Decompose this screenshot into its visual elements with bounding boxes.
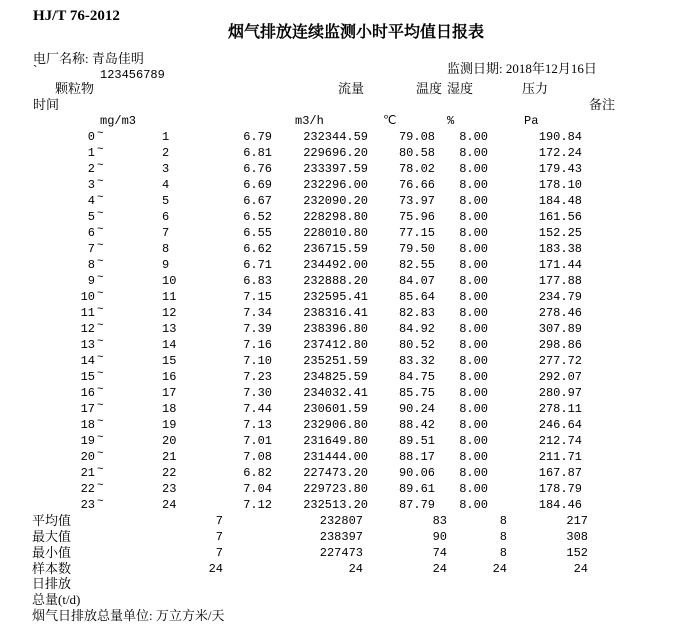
cell-hour-start: 14 (80, 354, 95, 368)
cell-flow: 234825.59 (303, 370, 368, 384)
tilde-mark: ~ (97, 400, 104, 412)
cell-temp: 88.42 (398, 418, 435, 432)
cell-humidity: 8.00 (459, 450, 488, 464)
cell-particulate: 6.82 (243, 466, 272, 480)
cell-temp: 90.24 (398, 402, 435, 416)
cell-temp: 85.75 (398, 386, 435, 400)
cell-hour-start: 7 (87, 242, 95, 256)
cell-particulate: 7 (215, 514, 223, 528)
cell-temp: 83.32 (398, 354, 435, 368)
cell-hour-start: 10 (80, 290, 95, 304)
unit-particulate: mg/m3 (100, 114, 137, 128)
cell-humidity: 8.00 (459, 146, 488, 160)
tilde-mark: ~ (97, 240, 104, 252)
cell-hour-end: 9 (162, 258, 170, 272)
cell-humidity: 8 (499, 546, 507, 560)
summary-row (0, 513, 674, 529)
cell-particulate: 7.16 (243, 338, 272, 352)
tilde-mark: ~ (97, 384, 104, 396)
tilde-mark: ~ (97, 432, 104, 444)
cell-humidity: 8.00 (459, 242, 488, 256)
cell-pressure: 278.46 (538, 306, 582, 320)
cell-particulate: 6.69 (243, 178, 272, 192)
cell-humidity: 8.00 (459, 194, 488, 208)
cell-particulate: 7.44 (243, 402, 272, 416)
cell-pressure: 178.10 (538, 178, 582, 192)
cell-pressure: 24 (573, 562, 588, 576)
cell-flow: 227473 (319, 546, 363, 560)
cell-hour-end: 8 (162, 242, 170, 256)
summary-row (0, 545, 674, 561)
cell-flow: 232906.80 (303, 418, 368, 432)
tilde-mark: ~ (97, 192, 104, 204)
cell-particulate: 7 (215, 546, 223, 560)
cell-flow: 231649.80 (303, 434, 368, 448)
cell-hour-end: 24 (162, 498, 177, 512)
cell-hour-end: 18 (162, 402, 177, 416)
cell-humidity: 8.00 (459, 354, 488, 368)
cell-flow: 238396.80 (303, 322, 368, 336)
cell-humidity: 8.00 (459, 130, 488, 144)
tilde-mark: ~ (97, 288, 104, 300)
cell-humidity: 8 (499, 530, 507, 544)
cell-particulate: 7.34 (243, 306, 272, 320)
cell-particulate: 6.62 (243, 242, 272, 256)
cell-particulate: 7.30 (243, 386, 272, 400)
cell-humidity: 8.00 (459, 338, 488, 352)
tilde-mark: ~ (97, 256, 104, 268)
cell-flow: 234032.41 (303, 386, 368, 400)
stray-mark: ` (33, 62, 38, 77)
cell-hour-start: 1 (87, 146, 95, 160)
cell-temp: 74 (432, 546, 447, 560)
cell-hour-start: 5 (87, 210, 95, 224)
cell-flow: 232807 (319, 514, 363, 528)
cell-pressure: 308 (566, 530, 588, 544)
cell-particulate: 6.52 (243, 210, 272, 224)
cell-pressure: 292.07 (538, 370, 582, 384)
cell-temp: 83 (432, 514, 447, 528)
cell-particulate: 7.01 (243, 434, 272, 448)
cell-flow: 235251.59 (303, 354, 368, 368)
cell-pressure: 167.87 (538, 466, 582, 480)
col-header-particulate: 颗粒物 (55, 81, 95, 96)
cell-humidity: 8.00 (459, 322, 488, 336)
plant-name-label: 电厂名称: (33, 51, 92, 66)
tilde-mark: ~ (97, 352, 104, 364)
cell-particulate: 24 (208, 562, 223, 576)
cell-hour-start: 19 (80, 434, 95, 448)
cell-humidity: 8.00 (459, 178, 488, 192)
cell-humidity: 8.00 (459, 274, 488, 288)
tilde-mark: ~ (97, 448, 104, 460)
cell-pressure: 177.88 (538, 274, 582, 288)
cell-particulate: 7.23 (243, 370, 272, 384)
cell-particulate: 7 (215, 530, 223, 544)
cell-hour-end: 7 (162, 226, 170, 240)
col-header-flow: 流量 (338, 81, 365, 96)
cell-temp: 24 (432, 562, 447, 576)
cell-flow: 238316.41 (303, 306, 368, 320)
unit-temp: ℃ (383, 114, 397, 128)
cell-temp: 87.79 (398, 498, 435, 512)
cell-humidity: 8.00 (459, 466, 488, 480)
cell-humidity: 8.00 (459, 370, 488, 384)
cell-temp: 82.83 (398, 306, 435, 320)
cell-hour-end: 15 (162, 354, 177, 368)
tilde-mark: ~ (97, 464, 104, 476)
cell-hour-start: 2 (87, 162, 95, 176)
cell-humidity: 8.00 (459, 290, 488, 304)
cell-flow: 230601.59 (303, 402, 368, 416)
summary-label: 最小值 (32, 545, 72, 560)
cell-pressure: 171.44 (538, 258, 582, 272)
monitor-date-line (447, 62, 597, 76)
tilde-mark: ~ (97, 320, 104, 332)
cell-temp: 88.17 (398, 450, 435, 464)
cell-flow: 236715.59 (303, 242, 368, 256)
cell-hour-start: 22 (80, 482, 95, 496)
cell-temp: 78.02 (398, 162, 435, 176)
summary-label: 样本数 (32, 561, 72, 576)
cell-pressure: 278.11 (538, 402, 582, 416)
cell-hour-start: 17 (80, 402, 95, 416)
cell-hour-start: 11 (80, 306, 95, 320)
cell-pressure: 246.64 (538, 418, 582, 432)
cell-flow: 232296.00 (303, 178, 368, 192)
cell-hour-start: 3 (87, 178, 95, 192)
summary-row (0, 529, 674, 545)
cell-hour-end: 21 (162, 450, 177, 464)
tilde-mark: ~ (97, 496, 104, 508)
cell-flow: 237412.80 (303, 338, 368, 352)
cell-hour-end: 20 (162, 434, 177, 448)
cell-hour-start: 12 (80, 322, 95, 336)
cell-temp: 84.75 (398, 370, 435, 384)
cell-hour-start: 15 (80, 370, 95, 384)
cell-particulate: 7.04 (243, 482, 272, 496)
cell-temp: 79.50 (398, 242, 435, 256)
cell-temp: 80.52 (398, 338, 435, 352)
cell-pressure: 152 (566, 546, 588, 560)
cell-pressure: 190.84 (538, 130, 582, 144)
cell-temp: 89.61 (398, 482, 435, 496)
cell-hour-end: 23 (162, 482, 177, 496)
cell-hour-end: 12 (162, 306, 177, 320)
tilde-mark: ~ (97, 336, 104, 348)
cell-particulate: 7.08 (243, 450, 272, 464)
cell-hour-end: 11 (162, 290, 177, 304)
cell-hour-end: 5 (162, 194, 170, 208)
cell-hour-start: 20 (80, 450, 95, 464)
cell-pressure: 172.24 (538, 146, 582, 160)
cell-flow: 232090.20 (303, 194, 368, 208)
cell-temp: 85.64 (398, 290, 435, 304)
cell-humidity: 8.00 (459, 258, 488, 272)
cell-flow: 229696.20 (303, 146, 368, 160)
cell-particulate: 7.15 (243, 290, 272, 304)
cell-humidity: 8.00 (459, 162, 488, 176)
cell-hour-end: 16 (162, 370, 177, 384)
monitor-date-value: 2018年12月16日 (505, 61, 597, 76)
cell-temp: 80.58 (398, 146, 435, 160)
tilde-mark: ~ (97, 304, 104, 316)
cell-particulate: 6.71 (243, 258, 272, 272)
cell-humidity: 8.00 (459, 402, 488, 416)
cell-flow: 234492.00 (303, 258, 368, 272)
cell-particulate: 6.81 (243, 146, 272, 160)
tilde-mark: ~ (97, 176, 104, 188)
cell-hour-start: 16 (80, 386, 95, 400)
tilde-mark: ~ (97, 144, 104, 156)
cell-particulate: 6.76 (243, 162, 272, 176)
summary-label: 平均值 (32, 513, 72, 528)
cell-pressure: 184.48 (538, 194, 582, 208)
cell-pressure: 179.43 (538, 162, 582, 176)
cell-particulate: 7.12 (243, 498, 272, 512)
cell-pressure: 217 (566, 514, 588, 528)
tilde-mark: ~ (97, 224, 104, 236)
cell-particulate: 7.39 (243, 322, 272, 336)
summary-row (0, 561, 674, 577)
cell-flow: 228298.80 (303, 210, 368, 224)
cell-humidity: 8.00 (459, 386, 488, 400)
cell-humidity: 8.00 (459, 210, 488, 224)
cell-temp: 76.66 (398, 178, 435, 192)
cell-particulate: 7.10 (243, 354, 272, 368)
summary-label: 最大值 (32, 529, 72, 544)
cell-particulate: 6.67 (243, 194, 272, 208)
cell-flow: 232888.20 (303, 274, 368, 288)
cell-temp: 77.15 (398, 226, 435, 240)
cell-flow: 232344.59 (303, 130, 368, 144)
tilde-mark: ~ (97, 480, 104, 492)
col-header-temp: 温度 (416, 81, 443, 96)
col-header-time: 时间 (33, 97, 60, 112)
cell-flow: 24 (348, 562, 363, 576)
cell-hour-start: 13 (80, 338, 95, 352)
cell-humidity: 24 (492, 562, 507, 576)
cell-hour-end: 19 (162, 418, 177, 432)
cell-temp: 84.07 (398, 274, 435, 288)
cell-humidity: 8.00 (459, 498, 488, 512)
cell-hour-end: 2 (162, 146, 170, 160)
cell-pressure: 234.79 (538, 290, 582, 304)
footer-unit-note: 烟气日排放总量单位: 万立方米/天 (32, 608, 225, 623)
cell-temp: 75.96 (398, 210, 435, 224)
tilde-mark: ~ (97, 160, 104, 172)
col-header-pressure: 压力 (522, 81, 549, 96)
tilde-mark: ~ (97, 272, 104, 284)
cell-hour-start: 6 (87, 226, 95, 240)
cell-temp: 89.51 (398, 434, 435, 448)
cell-pressure: 183.38 (538, 242, 582, 256)
cell-hour-start: 21 (80, 466, 95, 480)
cell-pressure: 277.72 (538, 354, 582, 368)
cell-temp: 82.55 (398, 258, 435, 272)
cell-humidity: 8.00 (459, 306, 488, 320)
col-header-humidity: 湿度 (447, 81, 474, 96)
cell-flow: 227473.20 (303, 466, 368, 480)
cell-pressure: 178.79 (538, 482, 582, 496)
cell-hour-start: 23 (80, 498, 95, 512)
standard-number: HJ/T 76-2012 (33, 8, 120, 24)
cell-flow: 232595.41 (303, 290, 368, 304)
tilde-mark: ~ (97, 368, 104, 380)
tilde-mark: ~ (97, 128, 104, 140)
cell-temp: 73.97 (398, 194, 435, 208)
cell-hour-end: 14 (162, 338, 177, 352)
unit-humidity: % (447, 114, 455, 128)
daily-emission-label-line1: 日排放 (32, 576, 72, 591)
cell-temp: 84.92 (398, 322, 435, 336)
cell-hour-start: 18 (80, 418, 95, 432)
cell-flow: 231444.00 (303, 450, 368, 464)
cell-pressure: 212.74 (538, 434, 582, 448)
plant-name-line (33, 52, 144, 66)
cell-pressure: 152.25 (538, 226, 582, 240)
cell-hour-end: 6 (162, 210, 170, 224)
cell-particulate: 7.13 (243, 418, 272, 432)
daily-emission-label-line2: 总量(t/d) (32, 592, 81, 607)
cell-pressure: 298.86 (538, 338, 582, 352)
cell-humidity: 8 (499, 514, 507, 528)
cell-pressure: 307.89 (538, 322, 582, 336)
cell-humidity: 8.00 (459, 482, 488, 496)
cell-flow: 233397.59 (303, 162, 368, 176)
cell-temp: 90 (432, 530, 447, 544)
report-title: 烟气排放连续监测小时平均值日报表 (228, 24, 485, 41)
cell-hour-end: 10 (162, 274, 177, 288)
cell-hour-end: 13 (162, 322, 177, 336)
cell-hour-end: 1 (162, 130, 170, 144)
cell-flow: 238397 (319, 530, 363, 544)
cell-hour-start: 8 (87, 258, 95, 272)
cell-particulate: 6.83 (243, 274, 272, 288)
cell-humidity: 8.00 (459, 434, 488, 448)
cell-particulate: 6.55 (243, 226, 272, 240)
cell-humidity: 8.00 (459, 418, 488, 432)
tilde-mark: ~ (97, 416, 104, 428)
tilde-mark: ~ (97, 208, 104, 220)
unit-flow: m3/h (295, 114, 324, 128)
plant-code: 123456789 (100, 68, 165, 82)
monitor-date-label: 监测日期: (447, 61, 506, 76)
cell-pressure: 161.56 (538, 210, 582, 224)
cell-flow: 228010.80 (303, 226, 368, 240)
table-row (0, 497, 674, 513)
cell-flow: 229723.80 (303, 482, 368, 496)
cell-temp: 79.08 (398, 130, 435, 144)
cell-pressure: 280.97 (538, 386, 582, 400)
unit-pressure: Pa (524, 114, 539, 128)
plant-name-value: 青岛佳明 (91, 51, 144, 66)
cell-hour-end: 4 (162, 178, 170, 192)
cell-particulate: 6.79 (243, 130, 272, 144)
cell-hour-start: 9 (87, 274, 95, 288)
cell-hour-start: 4 (87, 194, 95, 208)
cell-hour-end: 17 (162, 386, 177, 400)
cell-pressure: 184.46 (538, 498, 582, 512)
cell-hour-end: 22 (162, 466, 177, 480)
col-header-remark: 备注 (589, 97, 616, 112)
cell-flow: 232513.20 (303, 498, 368, 512)
cell-hour-start: 0 (87, 130, 95, 144)
cell-humidity: 8.00 (459, 226, 488, 240)
cell-hour-end: 3 (162, 162, 170, 176)
cell-pressure: 211.71 (538, 450, 582, 464)
cell-temp: 90.06 (398, 466, 435, 480)
